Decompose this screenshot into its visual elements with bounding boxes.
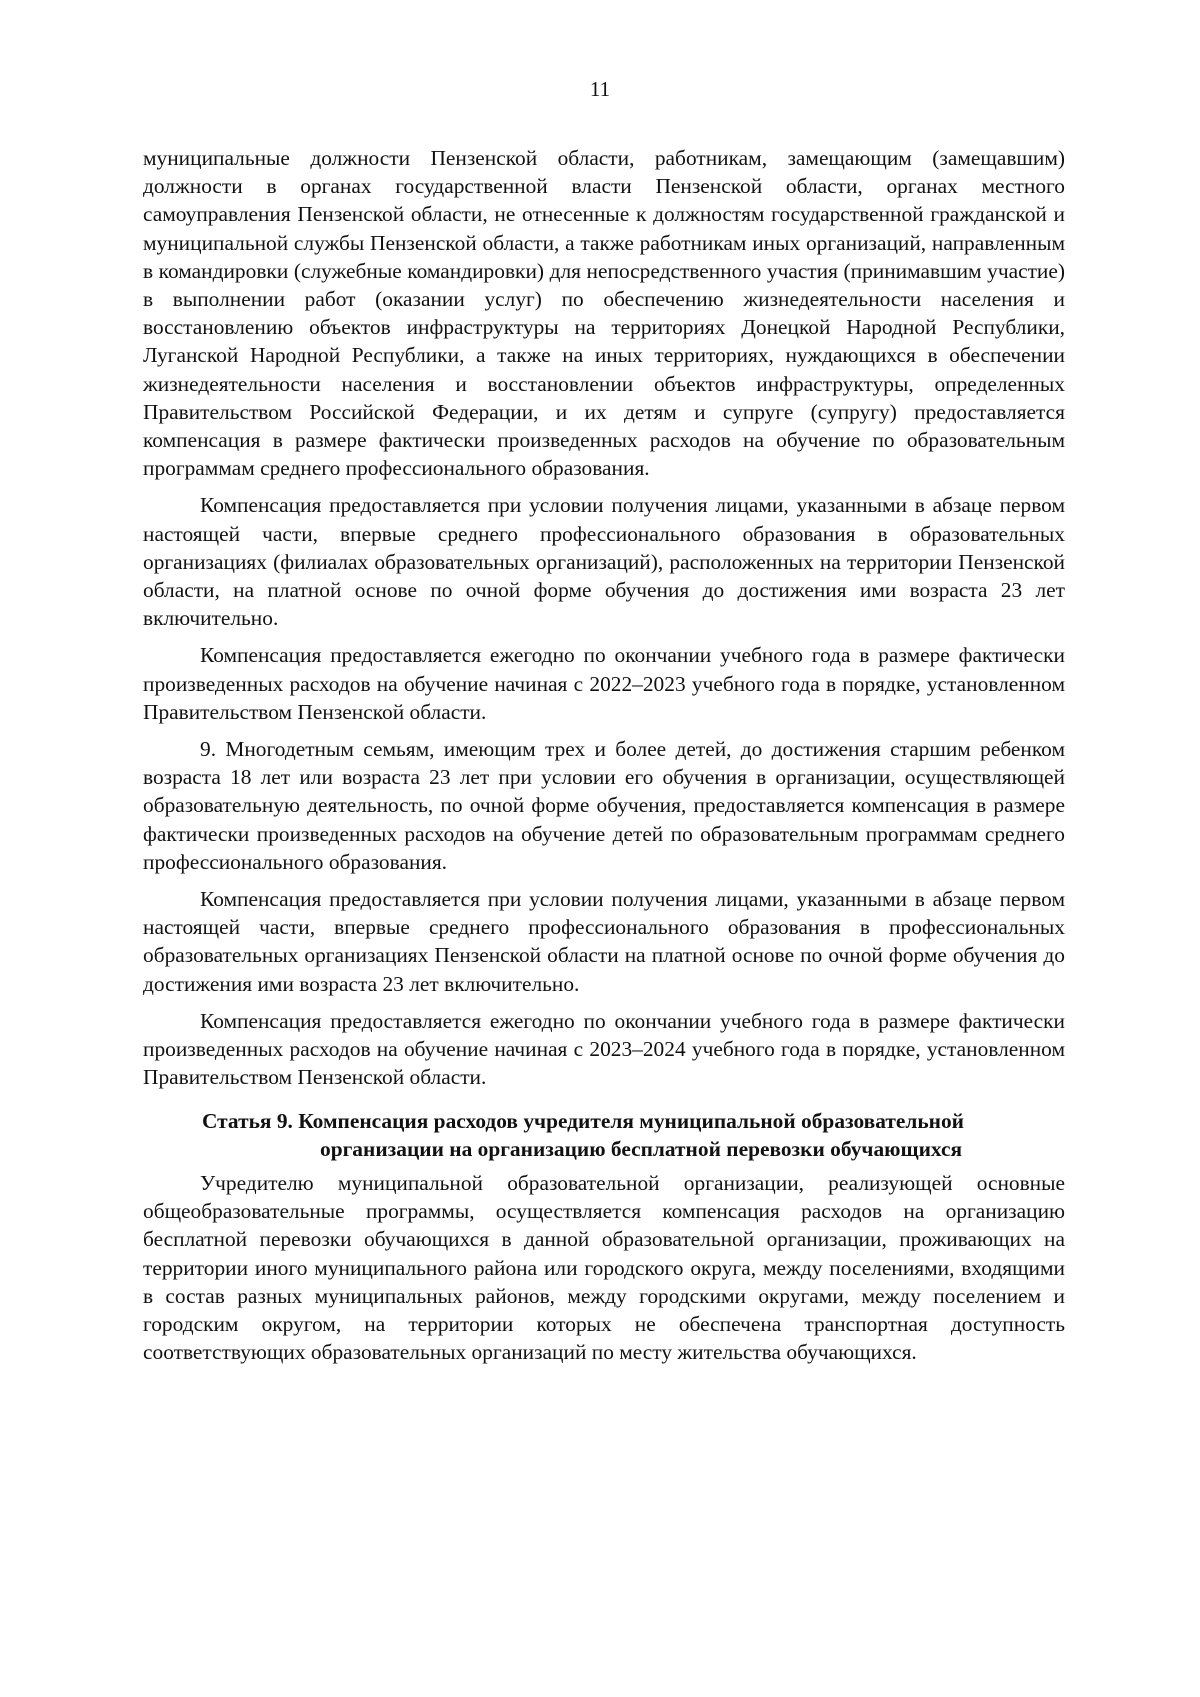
- paragraph-compensation-annual: Компенсация предоставляется ежегодно по окончании учебного года в размере фактически произведенных расходов на обучение начиная с 2022–2023 учебного года в порядке, установленном Правительством Пензенской области.: [143, 643, 1065, 724]
- paragraph-item-9-annual: Компенсация предоставляется ежегодно по окончании учебного года в размере фактически произведенных расходов на обучение начиная с 2023–2024 учебного года в порядке, установленном Правительством Пензенской области.: [143, 1008, 1065, 1090]
- paragraph-item-9-condition: Компенсация предоставляется при условии получения лицами, указанными в абзаце первом настоящей части, впервые среднего профессионального образования в профессиональных образовательных организациях Пензенской области на платной основе по очной форме обучения до достижения ими возраста 23 лет включительно.: [143, 887, 1065, 996]
- paragraph-compensation-condition: Компенсация предоставляется при условии получения лицами, указанными в абзаце первом настоящей части, впервые среднего профессионального образования в образовательных организациях (филиалах образовательных организаций), расположенных на территории Пензенской области, на платной основе по очной форме обучения до достижения ими возраста 23 лет включительно.: [143, 493, 1065, 631]
- article-9-heading: Статья 9. Компенсация расходов учредителя муниципальной образовательной организации на организацию бесплатной перевозки обучающихся: [202, 1108, 964, 1161]
- document-body: [143, 144, 1065, 1375]
- article-9-paragraph: Учредителю муниципальной образовательной организации, реализующей основные общеобразовательные программы, осуществляется компенсация расходов на организацию бесплатной перевозки обучающихся в данной образовательной организации, проживающих на территории иного муниципального района или городского округа, между поселениями, входящими в состав разных муниципальных районов, между городскими округами, между поселением и городским округом, на территории которых не обеспечена транспортная доступность соответствующих образовательных организаций по месту жительства обучающихся.: [143, 1170, 1065, 1365]
- paragraph-continuation: муниципальные должности Пензенской области, работникам, замещающим (замещавшим) должности в органах государственной власти Пензенской области, органах местного самоуправления Пензенской области, не отнесенные к должностям государственной гражданской и муниципальной службы Пензенской области, а также работникам иных организаций, направленным в командировки (служебные командировки) для непосредственного участия (принимавшим участие) в выполнении работ (оказании услуг) по обеспечению жизнедеятельности населения и восстановлению объектов инфраструктуры на территориях Донецкой Народной Республики, Луганской Народной Республики, а также на иных территориях, нуждающихся в обеспечении жизнедеятельности населения и восстановлении объектов инфраструктуры, определенных Правительством Российской Федерации, и их детям и супруге (супругу) предоставляется компенсация в размере фактически произведенных расходов на обучение по образовательным программам среднего профессионального образования.: [143, 146, 1065, 481]
- paragraph-item-9: 9. Многодетным семьям, имеющим трех и более детей, до достижения старшим ребенком возраста 18 лет или возраста 23 лет при условии его обучения в организации, осуществляющей образовательную деятельность, по очной форме обучения, предоставляется компенсация в размере фактически произведенных расходов на обучение детей по образовательным программам среднего профессионального образования.: [143, 737, 1065, 874]
- page-number: 11: [589, 77, 611, 101]
